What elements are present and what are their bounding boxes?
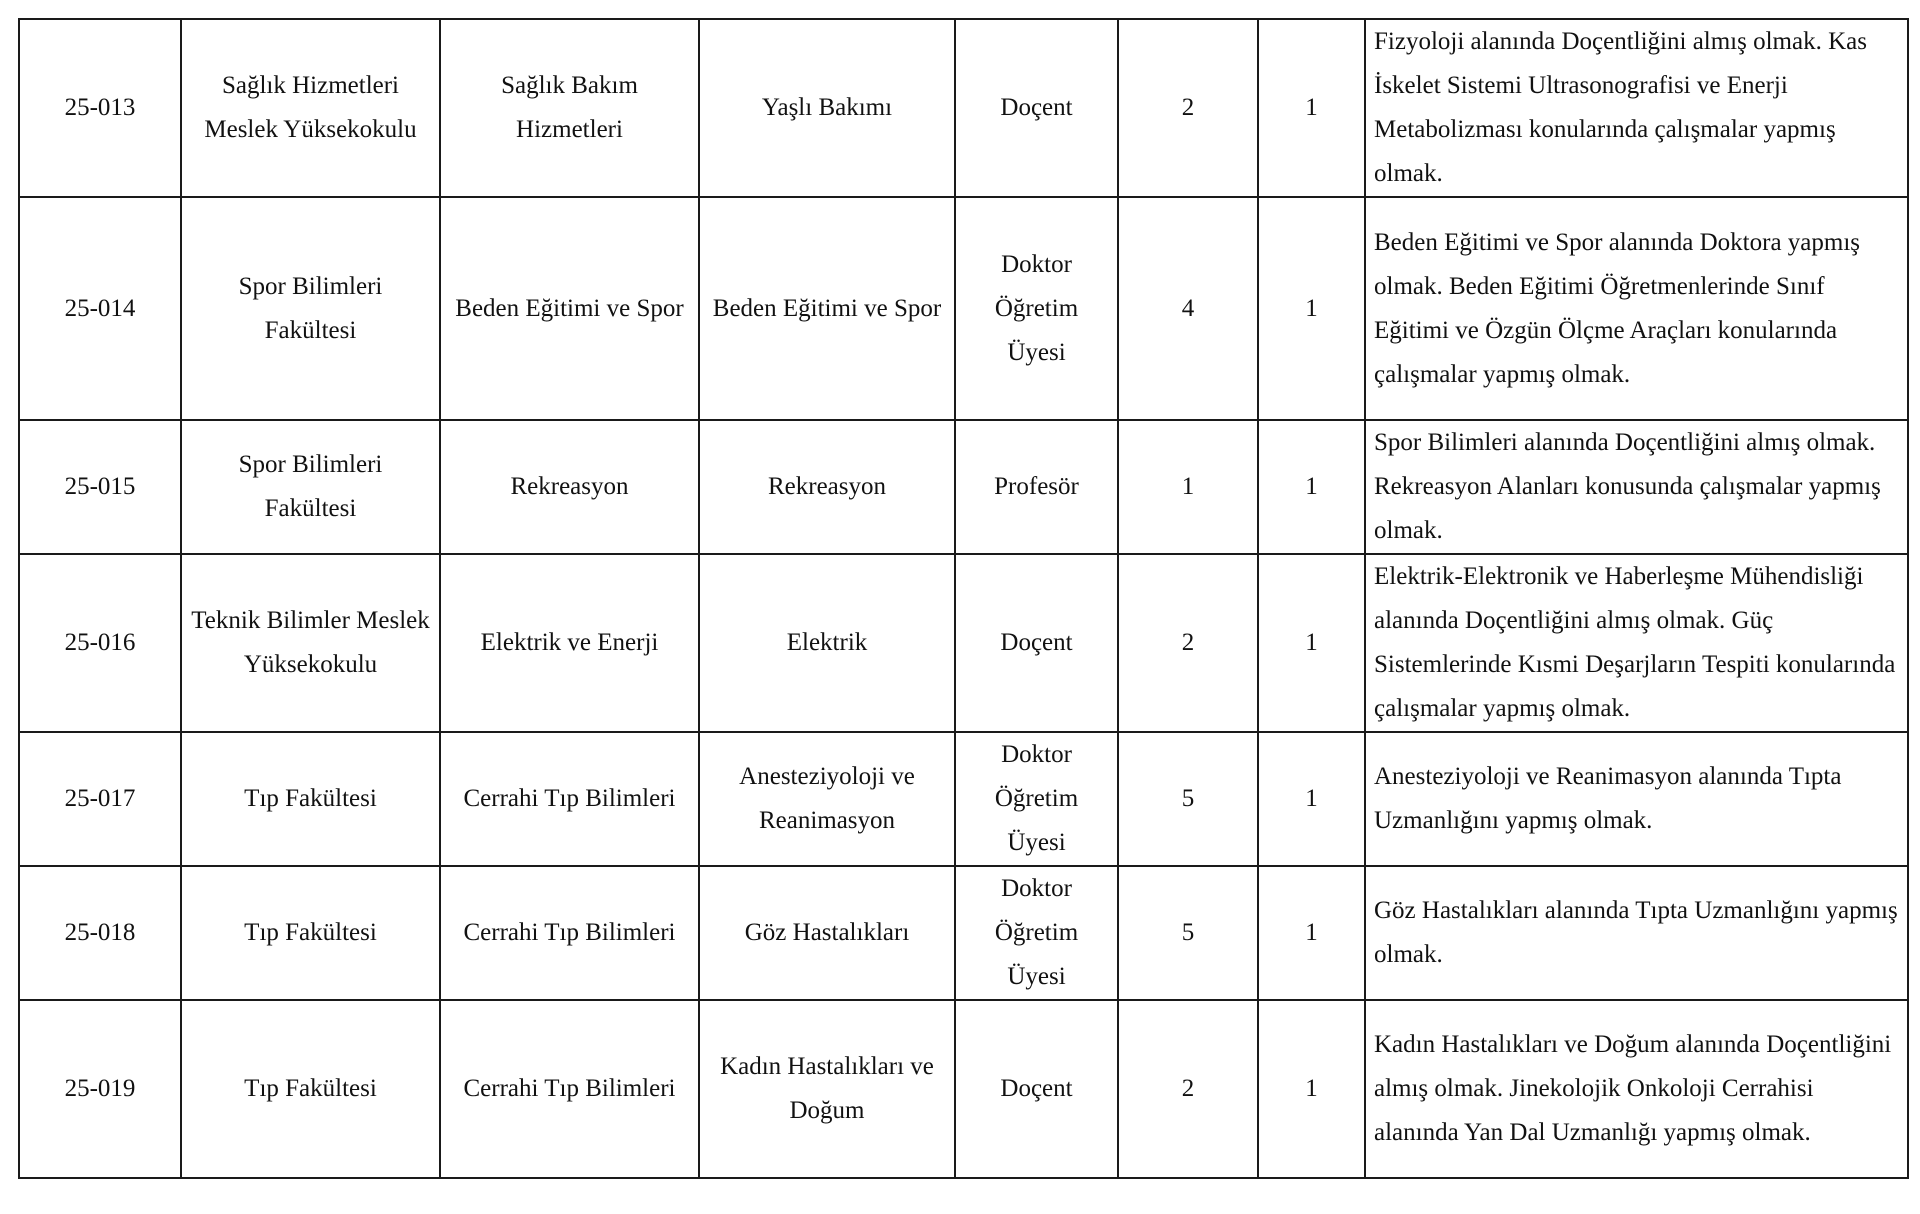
- position-code: 25-015: [19, 420, 181, 554]
- position-count: 1: [1258, 19, 1365, 197]
- degree-value: 5: [1118, 866, 1258, 1000]
- unit-name: Spor Bilimleri Fakültesi: [181, 420, 440, 554]
- unit-name: Tıp Fakültesi: [181, 866, 440, 1000]
- position-code: 25-013: [19, 19, 181, 197]
- academic-title: Doktor Öğretim Üyesi: [955, 866, 1118, 1000]
- table-row: [19, 732, 1908, 866]
- position-count: 1: [1258, 866, 1365, 1000]
- position-count: 1: [1258, 420, 1365, 554]
- academic-title: Doktor Öğretim Üyesi: [955, 732, 1118, 866]
- degree-value: 4: [1118, 197, 1258, 420]
- department-name: Elektrik ve Enerji: [440, 554, 699, 732]
- position-code: 25-019: [19, 1000, 181, 1178]
- position-count: 1: [1258, 197, 1365, 420]
- position-count: 1: [1258, 554, 1365, 732]
- program-name: Elektrik: [699, 554, 955, 732]
- position-code: 25-016: [19, 554, 181, 732]
- academic-title: Doktor Öğretim Üyesi: [955, 197, 1118, 420]
- position-code: 25-014: [19, 197, 181, 420]
- program-name: Göz Hastalıkları: [699, 866, 955, 1000]
- position-code: 25-017: [19, 732, 181, 866]
- unit-name: Sağlık Hizmetleri Meslek Yüksekokulu: [181, 19, 440, 197]
- position-count: 1: [1258, 732, 1365, 866]
- table-row: [19, 420, 1908, 554]
- unit-name: Teknik Bilimler Meslek Yüksekokulu: [181, 554, 440, 732]
- position-count: 1: [1258, 1000, 1365, 1178]
- table-row: [19, 866, 1908, 1000]
- academic-title: Doçent: [955, 1000, 1118, 1178]
- table-row: [19, 554, 1908, 732]
- positions-table: [18, 18, 1909, 1179]
- unit-name: Tıp Fakültesi: [181, 732, 440, 866]
- requirement-text: Elektrik-Elektronik ve Haberleşme Mühendisliği alanında Doçentliğini almış olmak. Güç Sistemlerinde Kısmi Deşarjların Tespiti konularında çalışmalar yapmış olmak.: [1365, 554, 1908, 732]
- degree-value: 2: [1118, 19, 1258, 197]
- academic-title: Doçent: [955, 19, 1118, 197]
- table-row: [19, 197, 1908, 420]
- program-name: Beden Eğitimi ve Spor: [699, 197, 955, 420]
- academic-title: Profesör: [955, 420, 1118, 554]
- academic-title: Doçent: [955, 554, 1118, 732]
- department-name: Cerrahi Tıp Bilimleri: [440, 866, 699, 1000]
- program-name: Rekreasyon: [699, 420, 955, 554]
- table-row: [19, 1000, 1908, 1178]
- requirement-text: Spor Bilimleri alanında Doçentliğini almış olmak. Rekreasyon Alanları konusunda çalışmalar yapmış olmak.: [1365, 420, 1908, 554]
- requirement-text: Anesteziyoloji ve Reanimasyon alanında Tıpta Uzmanlığını yapmış olmak.: [1365, 732, 1908, 866]
- degree-value: 2: [1118, 1000, 1258, 1178]
- requirement-text: Kadın Hastalıkları ve Doğum alanında Doçentliğini almış olmak. Jinekolojik Onkoloji Cerrahisi alanında Yan Dal Uzmanlığı yapmış olmak.: [1365, 1000, 1908, 1178]
- table-row: [19, 19, 1908, 197]
- degree-value: 2: [1118, 554, 1258, 732]
- requirement-text: Beden Eğitimi ve Spor alanında Doktora yapmış olmak. Beden Eğitimi Öğretmenlerinde Sınıf Eğitimi ve Özgün Ölçme Araçları konularında çalışmalar yapmış olmak.: [1365, 197, 1908, 420]
- degree-value: 1: [1118, 420, 1258, 554]
- degree-value: 5: [1118, 732, 1258, 866]
- requirement-text: Fizyoloji alanında Doçentliğini almış olmak. Kas İskelet Sistemi Ultrasonografisi ve Enerji Metabolizması konularında çalışmalar yapmış olmak.: [1365, 19, 1908, 197]
- department-name: Cerrahi Tıp Bilimleri: [440, 732, 699, 866]
- department-name: Sağlık Bakım Hizmetleri: [440, 19, 699, 197]
- department-name: Cerrahi Tıp Bilimleri: [440, 1000, 699, 1178]
- program-name: Kadın Hastalıkları ve Doğum: [699, 1000, 955, 1178]
- department-name: Rekreasyon: [440, 420, 699, 554]
- position-code: 25-018: [19, 866, 181, 1000]
- program-name: Yaşlı Bakımı: [699, 19, 955, 197]
- department-name: Beden Eğitimi ve Spor: [440, 197, 699, 420]
- unit-name: Spor Bilimleri Fakültesi: [181, 197, 440, 420]
- requirement-text: Göz Hastalıkları alanında Tıpta Uzmanlığını yapmış olmak.: [1365, 866, 1908, 1000]
- unit-name: Tıp Fakültesi: [181, 1000, 440, 1178]
- program-name: Anesteziyoloji ve Reanimasyon: [699, 732, 955, 866]
